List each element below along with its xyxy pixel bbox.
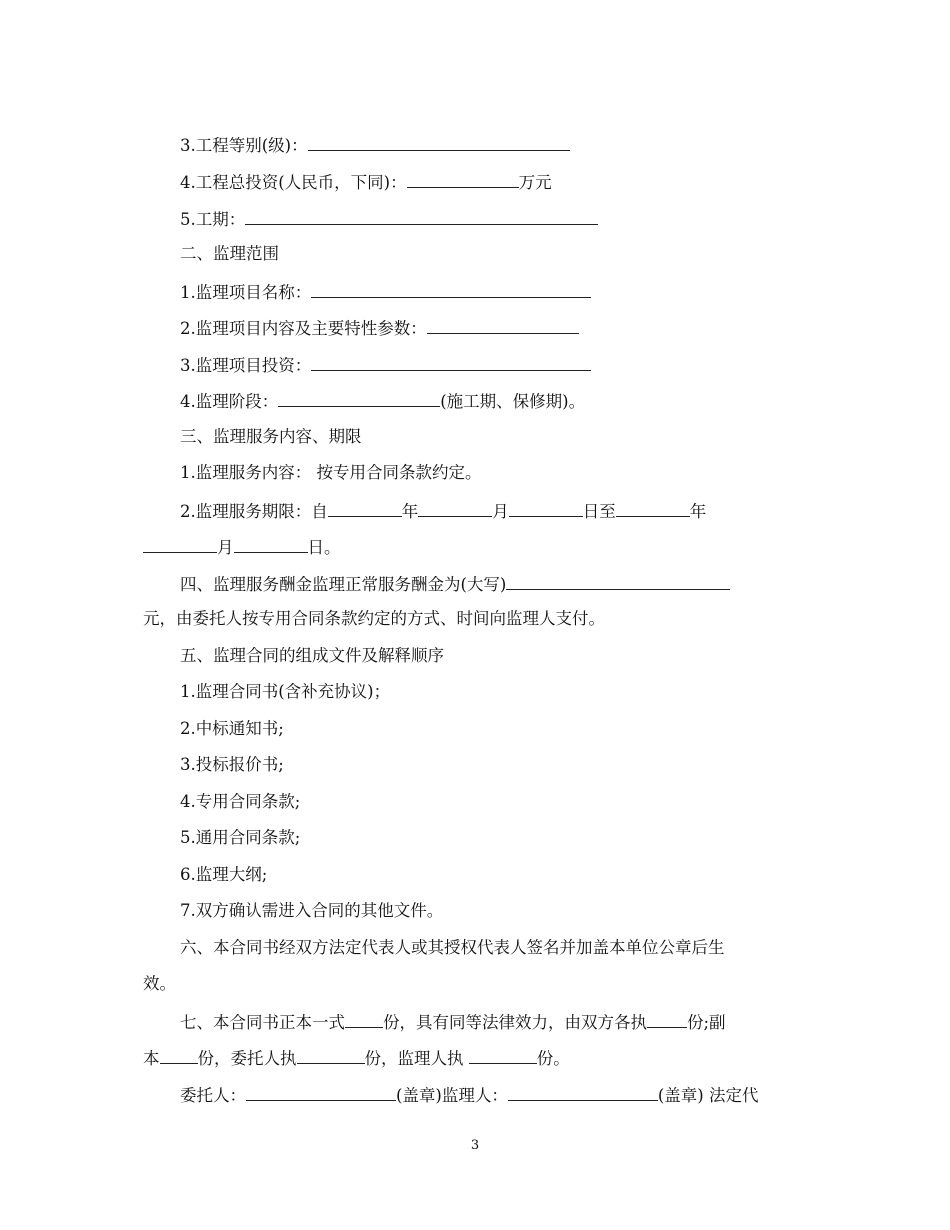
section-6-cont: 效。 <box>143 974 176 993</box>
unit: 万元 <box>518 173 552 192</box>
client-label: 委托人： <box>180 1086 246 1105</box>
item-total-investment <box>180 171 552 193</box>
label: 3.监理项目投资： <box>180 356 312 375</box>
item-duration <box>180 208 598 230</box>
label: 3.工程等别(级)： <box>180 136 308 155</box>
blank-line <box>506 573 730 590</box>
label: 2.监理服务期限：自 <box>180 502 328 521</box>
list-item: 3.投标报价书; <box>180 755 284 774</box>
blank-line <box>143 536 217 553</box>
blank-line <box>234 536 308 553</box>
label: 4.工程总投资(人民币，下同)： <box>180 173 407 192</box>
blank-line <box>328 500 402 517</box>
section-heading-7 <box>180 1011 726 1033</box>
text: 份。 <box>536 1049 570 1068</box>
blank-line <box>308 134 570 151</box>
list-item: 4.专用合同条款; <box>180 792 301 811</box>
section-heading-5: 五、监理合同的组成文件及解释顺序 <box>180 646 444 665</box>
month-label: 月 <box>492 502 509 521</box>
year-label: 年 <box>401 502 419 521</box>
section-heading-2: 二、监理范围 <box>180 244 279 263</box>
list-item: 5.通用合同条款; <box>180 828 301 847</box>
list-item: 6.监理大纲; <box>180 865 268 884</box>
label: 2.监理项目内容及主要特性参数： <box>180 319 427 338</box>
year-label: 年 <box>689 502 707 521</box>
list-item: 1.监理合同书(含补充协议)； <box>180 682 391 701</box>
section-heading-3: 三、监理服务内容、期限 <box>180 427 362 446</box>
item-supervision-stage <box>180 390 585 412</box>
blank-line <box>509 500 583 517</box>
blank-line <box>647 1011 687 1028</box>
blank-line <box>616 500 690 517</box>
text: 份;副 <box>687 1013 726 1032</box>
day-to-label: 日至 <box>582 502 616 521</box>
blank-line <box>469 1047 537 1064</box>
blank-line <box>311 354 591 371</box>
legal-rep-label: (盖章) 法定代 <box>657 1086 759 1105</box>
blank-line <box>160 1047 198 1064</box>
blank-line <box>297 1047 365 1064</box>
blank-line <box>407 171 519 188</box>
label: 5.工期： <box>180 210 246 229</box>
blank-line <box>278 390 440 407</box>
section-heading-6: 六、本合同书经双方法定代表人或其授权代表人签名并加盖本单位公章后生 <box>180 938 725 957</box>
item-service-content: 1.监理服务内容： 按专用合同条款约定。 <box>180 463 482 482</box>
item-service-period-cont <box>143 536 341 558</box>
supervisor-label: (盖章)监理人： <box>396 1086 508 1105</box>
list-item: 2.中标通知书; <box>180 719 284 738</box>
blank-line <box>427 317 579 334</box>
text: 份，监理人执 <box>364 1049 469 1068</box>
blank-line <box>246 1084 396 1101</box>
blank-line <box>345 1011 383 1028</box>
list-item: 7.双方确认需进入合同的其他文件。 <box>180 901 444 920</box>
label: 1.监理项目名称： <box>180 283 312 302</box>
blank-line <box>418 500 492 517</box>
text: 本 <box>143 1049 160 1068</box>
label: 四、监理服务酬金监理正常服务酬金为(大写) <box>180 575 507 594</box>
item-project-investment <box>180 354 591 376</box>
text: 七、本合同书正本一式 <box>180 1013 345 1032</box>
month-label: 月 <box>217 538 234 557</box>
day-label: 日。 <box>307 538 341 557</box>
section-7-cont <box>143 1047 570 1069</box>
text: 份，具有同等法律效力，由双方各执 <box>383 1013 647 1032</box>
label: 4.监理阶段： <box>180 392 279 411</box>
blank-line <box>508 1084 658 1101</box>
blank-line <box>245 208 598 225</box>
note: (施工期、保修期)。 <box>440 392 586 411</box>
blank-line <box>311 281 591 298</box>
item-engineering-grade <box>180 134 570 156</box>
item-project-name <box>180 281 591 303</box>
page-number: 3 <box>470 1138 480 1153</box>
item-service-period <box>180 500 706 522</box>
payment-text: 元，由委托人按专用合同条款约定的方式、时间向监理人支付。 <box>143 609 605 628</box>
item-project-content <box>180 317 579 339</box>
section-heading-4 <box>180 573 730 595</box>
text: 份，委托人执 <box>197 1049 297 1068</box>
signature-line <box>180 1084 759 1106</box>
